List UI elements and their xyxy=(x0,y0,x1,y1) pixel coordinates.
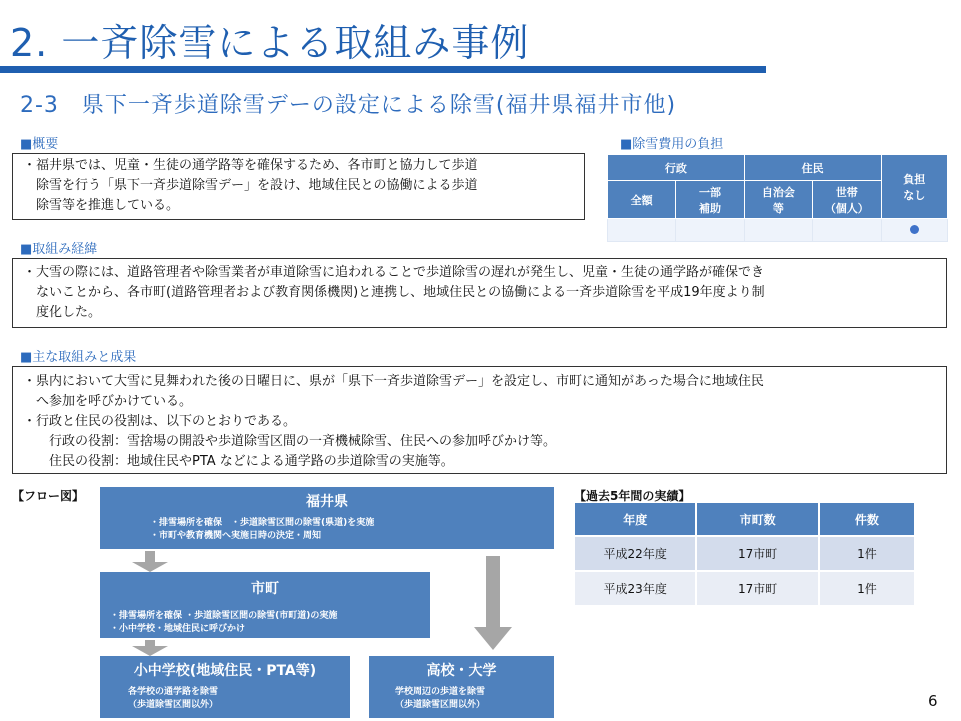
overview-line: 除雪を行う「県下一斉歩道除雪デー」を設け、地域住民との協働による歩道 xyxy=(23,178,478,193)
arrow-down-icon xyxy=(132,640,168,656)
results-line: へ参加を呼びかけている。 xyxy=(23,394,193,409)
history-line: ・大雪の際には、道路管理者や除雪業者が車道除雪に追われることで歩道除雪の遅れが発生し、児童・生徒の通学路が確保でき xyxy=(23,265,765,280)
record-cell: 17市町 xyxy=(696,571,818,605)
results-line: 住民の役割：地域住民やPTA などによる通学路の歩道除雪の実施等。 xyxy=(23,454,454,469)
results-line: ・行政と住民の役割は、以下のとおりである。 xyxy=(23,414,297,429)
flow-box-line: （歩道除雪区間以外） xyxy=(128,700,219,710)
table-row xyxy=(575,571,914,605)
flow-box-line: ・小中学校・地域住民に呼びかけ xyxy=(110,624,246,634)
flow-box-line: 学校周辺の歩道を除雪 xyxy=(395,687,486,697)
results-heading: ■主な取組みと成果 xyxy=(20,350,137,365)
overview-line: ・福井県では、児童・生徒の通学路等を確保するため、各市町と協力して歩道 xyxy=(23,158,478,173)
record-cell: 1件 xyxy=(819,536,914,571)
flow-box-line: ・排雪場所を確保 ・歩道除雪区間の除雪(県道)を実施 xyxy=(150,518,375,528)
record-cell: 1件 xyxy=(819,571,914,605)
record-table xyxy=(575,503,914,605)
record-cell: 17市町 xyxy=(696,536,818,571)
cost-col-full: 全額 xyxy=(608,181,676,219)
record-cell: 平成22年度 xyxy=(575,536,696,571)
slide-title: 2. 一斉除雪による取組み事例 xyxy=(10,21,530,65)
flow-box-line: ・市町や教育機関へ実施日時の決定・周知 xyxy=(150,531,322,541)
results-line: 行政の役割：雪捨場の開設や歩道除雪区間の一斉機械除雪、住民への参加呼びかけ等。 xyxy=(23,434,557,449)
arrow-down-icon xyxy=(474,556,512,650)
flow-box-title: 福井県 xyxy=(306,494,348,510)
cost-group-residents: 住民 xyxy=(744,155,881,181)
cost-col-household: 世帯 （個人） xyxy=(813,181,881,219)
table-row xyxy=(575,536,914,571)
flow-box-line: ・排雪場所を確保 ・歩道除雪区間の除雪(市町道)の実施 xyxy=(110,611,338,621)
flow-box-title: 小中学校(地域住民・PTA等) xyxy=(133,663,317,679)
record-label: 【過去5年間の実績】 xyxy=(574,489,691,503)
flow-box-title: 高校・大学 xyxy=(426,663,497,679)
overview-line: 除雪等を推進している。 xyxy=(23,198,180,213)
results-line: ・県内において大雪に見舞われた後の日曜日に、県が「県下一斉歩道除雪デー」を設定し、市町に通知があった場合に地域住民 xyxy=(23,374,764,389)
slide-subtitle: 2-3 県下一斉歩道除雪デーの設定による除雪(福井県福井市他) xyxy=(20,93,677,118)
flow-box-line: 各学校の通学路を除雪 xyxy=(128,687,219,697)
arrow-down-icon xyxy=(132,551,168,572)
cost-heading: ■除雪費用の負担 xyxy=(620,137,724,152)
record-header: 件数 xyxy=(819,503,914,536)
record-header: 年度 xyxy=(575,503,696,536)
history-heading: ■取組み経緯 xyxy=(20,242,98,257)
cost-col-association: 自治会 等 xyxy=(744,181,812,219)
flow-box-title: 市町 xyxy=(251,581,279,597)
flow-box-line: （歩道除雪区間以外） xyxy=(395,700,486,710)
page-number: 6 xyxy=(928,692,938,710)
cost-col-partial: 一部 補助 xyxy=(676,181,744,219)
record-header: 市町数 xyxy=(696,503,818,536)
cost-group-gov: 行政 xyxy=(608,155,745,181)
flow-label: 【フロー図】 xyxy=(12,489,85,503)
cost-col-none: 負担 なし xyxy=(881,155,947,219)
overview-heading: ■概要 xyxy=(20,137,59,152)
record-cell: 平成23年度 xyxy=(575,571,696,605)
history-line: ないことから、各市町(道路管理者および教育関係機関)と連携し、地域住民との協働による一斉歩道除雪を平成19年度より制 xyxy=(23,285,765,300)
history-line: 度化した。 xyxy=(23,305,102,320)
